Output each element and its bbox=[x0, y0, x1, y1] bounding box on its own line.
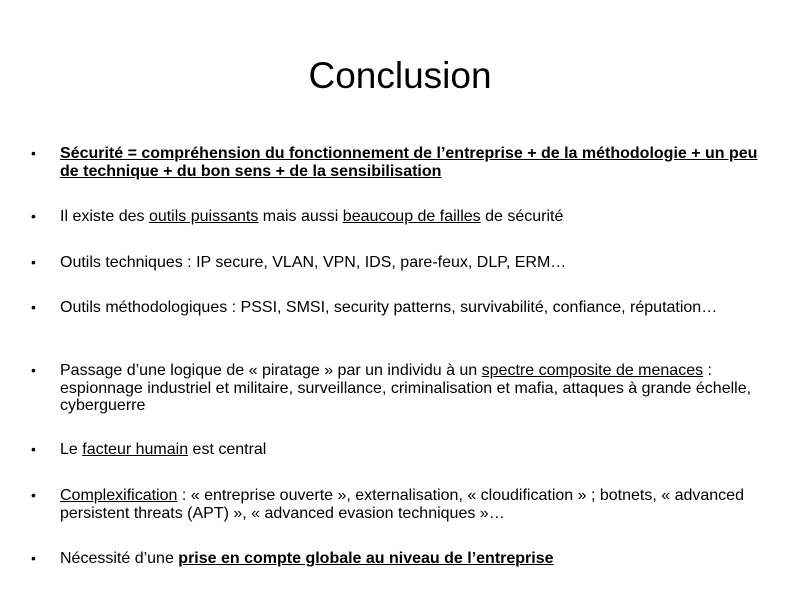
bullet-item-human-factor bbox=[31, 441, 780, 459]
security-definition-text: Sécurité = compréhension du fonctionnement de l’entreprise + de la méthodologie + un peu de technique + du bon sens + de la sensibilisation bbox=[60, 145, 758, 180]
bullet-item-technical-tools bbox=[31, 254, 780, 272]
bullet-icon: • bbox=[31, 299, 36, 315]
bullet-text: Outils techniques : IP secure, VLAN, VPN, IDS, pare-feux, DLP, ERM… bbox=[60, 254, 567, 271]
bullet-text: Passage d’une logique de « piratage » par un individu à un bbox=[60, 362, 482, 379]
bullet-text: est central bbox=[188, 441, 267, 458]
complexification-text: Complexification bbox=[60, 487, 178, 504]
powerful-tools-text: outils puissants bbox=[148, 208, 259, 225]
human-factor-text: facteur humain bbox=[82, 441, 189, 458]
slide-title: Conclusion bbox=[308, 55, 492, 96]
bullet-text: Outils méthodologiques : PSSI, SMSI, security patterns, survivabilité, confiance, réputation… bbox=[60, 299, 718, 316]
bullet-icon: • bbox=[31, 145, 36, 161]
bullet-text: Nécessité d’une bbox=[60, 550, 179, 567]
bullet-item-methodological-tools bbox=[31, 299, 780, 317]
bullet-item-security-definition bbox=[31, 145, 780, 180]
composite-threat-spectrum-text: spectre composite de menaces bbox=[481, 362, 704, 379]
bullet-text: mais aussi bbox=[258, 208, 343, 225]
bullet-text: Le bbox=[60, 441, 83, 458]
bullet-item-tools-and-flaws bbox=[31, 208, 780, 226]
bullet-icon: • bbox=[31, 441, 36, 457]
global-approach-text: prise en compte globale au niveau de l’entreprise bbox=[178, 550, 554, 567]
bullet-text: Il existe des bbox=[60, 208, 149, 225]
bullet-icon: • bbox=[31, 208, 36, 224]
bullet-icon: • bbox=[31, 362, 36, 378]
bullet-item-global-approach bbox=[31, 550, 780, 568]
bullet-icon: • bbox=[31, 550, 36, 566]
bullet-icon: • bbox=[31, 254, 36, 270]
bullet-icon: • bbox=[31, 487, 36, 503]
bullet-text: : « entreprise ouverte », externalisation, « cloudification » ; botnets, « advanced persistent threats (APT) », « advanced evasion techniques »… bbox=[60, 487, 744, 522]
many-flaws-text: beaucoup de failles bbox=[342, 208, 481, 225]
bullet-item-complexification bbox=[31, 487, 780, 522]
bullet-text: de sécurité bbox=[480, 208, 564, 225]
bullet-item-threat-spectrum bbox=[31, 362, 776, 415]
bullet-text: : espionnage industriel et militaire, surveillance, criminalisation et mafia, attaques à grande échelle, cyberguerre bbox=[60, 362, 752, 414]
